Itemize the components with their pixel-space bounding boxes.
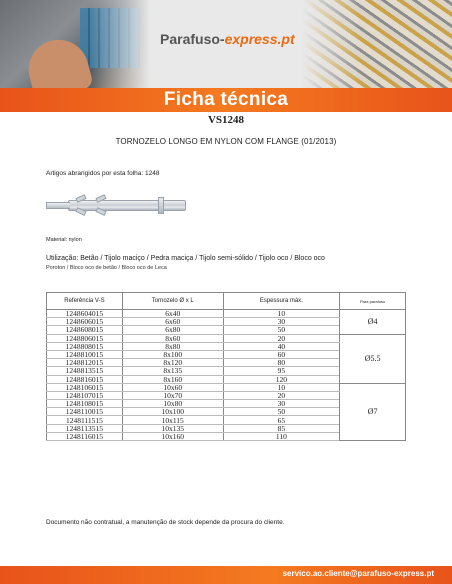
cell-max-thickness: 40 xyxy=(223,342,340,350)
cell-reference: 1248108015 xyxy=(47,400,123,408)
cell-max-thickness: 110 xyxy=(223,432,340,440)
cell-reference: 1248107015 xyxy=(47,391,123,399)
cell-max-thickness: 85 xyxy=(223,424,340,432)
cell-reference: 1248806015 xyxy=(47,334,123,342)
cell-anchor-size: 8x120 xyxy=(122,359,223,367)
header-reference: Referência V-S xyxy=(47,293,123,310)
cell-max-thickness: 60 xyxy=(223,350,340,358)
cell-anchor-size: 10x60 xyxy=(122,383,223,391)
cell-max-thickness: 50 xyxy=(223,326,340,334)
cell-anchor-size: 10x135 xyxy=(122,424,223,432)
articles-covered: Artigos abrangidos por esta folha: 1248 xyxy=(46,170,160,177)
usage-info: Utilização: Betão / Tijolo maciço / Pedra maciça / Tijolo semi-sólido / Tijolo oco / Bloco oco xyxy=(46,255,325,262)
cell-reference: 1248116015 xyxy=(47,432,123,440)
cell-reference: 1248812015 xyxy=(47,359,123,367)
cell-screw-group: Ø5.5 xyxy=(340,334,406,383)
cell-anchor-size: 10x160 xyxy=(122,432,223,440)
cell-reference: 1248808015 xyxy=(47,342,123,350)
header-screw: Para parafuso xyxy=(340,293,406,310)
cell-max-thickness: 120 xyxy=(223,375,340,383)
customer-service-email[interactable]: servico.ao.cliente@parafuso-express.pt xyxy=(282,569,434,578)
cell-reference: 1248606015 xyxy=(47,318,123,326)
cell-max-thickness: 20 xyxy=(223,334,340,342)
disclaimer-note: Documento não contratual, a manutenção de stock depende da procura do cliente. xyxy=(46,519,285,526)
cell-max-thickness: 10 xyxy=(223,383,340,391)
cell-reference: 1248810015 xyxy=(47,350,123,358)
cell-max-thickness: 80 xyxy=(223,359,340,367)
cell-max-thickness: 30 xyxy=(223,318,340,326)
cell-max-thickness: 65 xyxy=(223,416,340,424)
table-header-row xyxy=(47,293,406,310)
cell-reference: 1248816015 xyxy=(47,375,123,383)
cell-max-thickness: 50 xyxy=(223,408,340,416)
cell-anchor-size: 6x40 xyxy=(122,310,223,318)
cell-anchor-size: 8x160 xyxy=(122,375,223,383)
cell-max-thickness: 20 xyxy=(223,391,340,399)
ficha-tecnica-banner: Ficha técnica xyxy=(0,88,452,112)
cell-reference: 1248110015 xyxy=(47,408,123,416)
wall-anchor-image xyxy=(46,194,186,216)
cell-anchor-size: 8x80 xyxy=(122,342,223,350)
header-anchor-size: Tornozelo Ø x L xyxy=(122,293,223,310)
product-title: TORNOZELO LONGO EM NYLON COM FLANGE (01/2013) xyxy=(115,137,337,146)
cell-anchor-size: 10x80 xyxy=(122,400,223,408)
cell-anchor-size: 10x115 xyxy=(122,416,223,424)
cell-anchor-size: 10x70 xyxy=(122,391,223,399)
cell-anchor-size: 8x60 xyxy=(122,334,223,342)
cell-anchor-size: 10x100 xyxy=(122,408,223,416)
usage-info-extra: Poroton / Bloco oco de betão / Bloco oco de Leca xyxy=(46,265,167,271)
cell-reference: 1248111515 xyxy=(47,416,123,424)
cell-anchor-size: 6x60 xyxy=(122,318,223,326)
header-max-thickness: Espessura máx. xyxy=(223,293,340,310)
cell-reference: 1248106015 xyxy=(47,383,123,391)
cell-reference: 1248604015 xyxy=(47,310,123,318)
logo-text-part2: express.pt xyxy=(224,31,295,47)
cell-screw-group: Ø4 xyxy=(340,310,406,335)
cell-max-thickness: 30 xyxy=(223,400,340,408)
cell-reference: 1248813515 xyxy=(47,367,123,375)
cell-anchor-size: 6x80 xyxy=(122,326,223,334)
footer-bar xyxy=(0,566,452,584)
cell-reference: 1248113515 xyxy=(47,424,123,432)
brand-logo[interactable] xyxy=(160,31,295,47)
cell-max-thickness: 95 xyxy=(223,367,340,375)
cell-max-thickness: 10 xyxy=(223,310,340,318)
cell-anchor-size: 8x135 xyxy=(122,367,223,375)
product-code: VS1248 xyxy=(207,114,245,126)
specifications-table xyxy=(46,292,406,441)
material-info: Material: nylon xyxy=(46,237,82,243)
cell-anchor-size: 8x100 xyxy=(122,350,223,358)
cell-reference: 1248608015 xyxy=(47,326,123,334)
cell-screw-group: Ø7 xyxy=(340,383,406,440)
logo-text-part1: Parafuso- xyxy=(160,31,225,47)
